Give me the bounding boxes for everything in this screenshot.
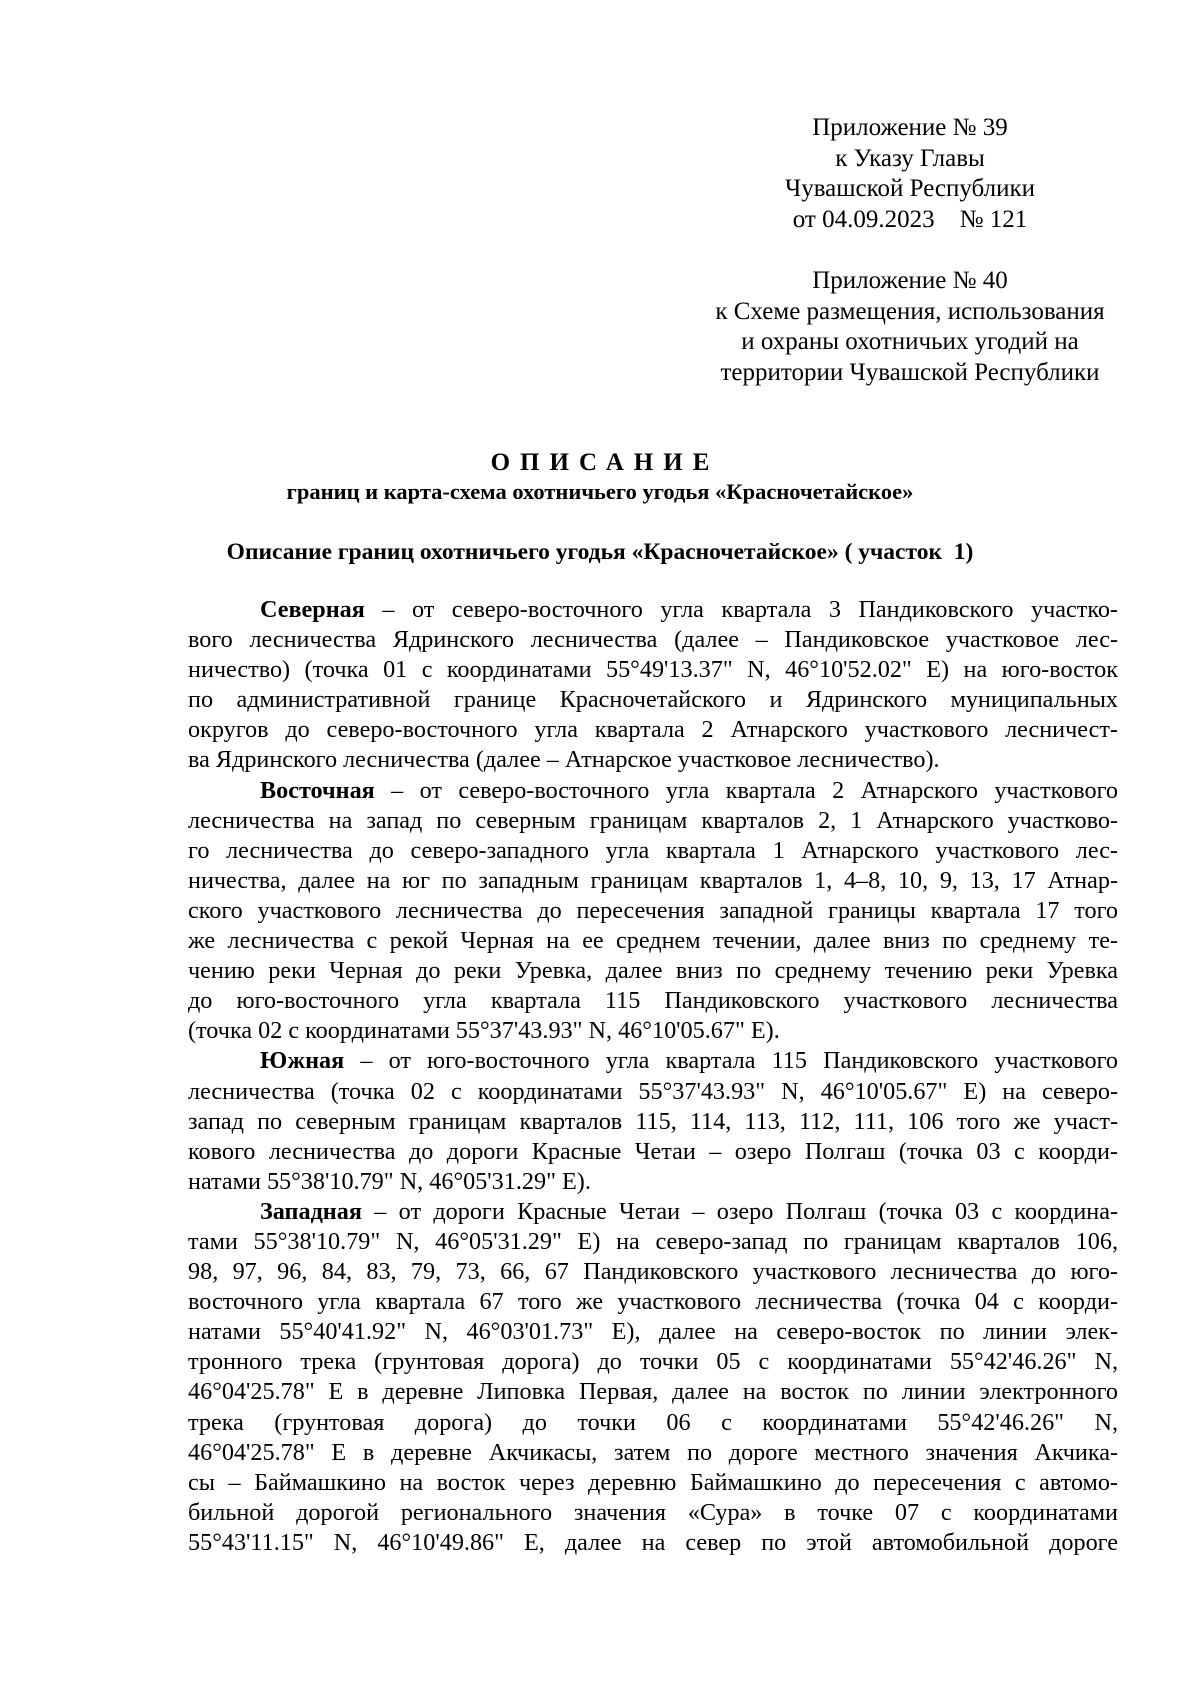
text-line: 55°43'11.15" N, 46°10'49.86" E, далее на север по этой автомобильной дороге [188, 1528, 1118, 1556]
annex-line: к Схеме размещения, использования [715, 297, 1105, 325]
text-line: тами 55°38'10.79" N, 46°05'31.29" E) на северо-запад по границам кварталов 106, [188, 1227, 1118, 1255]
text-line: вого лесничества Ядринского лесничества (далее – Пандиковское участковое лес- [188, 626, 1118, 654]
text-line [188, 776, 1118, 806]
boundary-text: – от дороги Красные Четаи – озеро Полгаш (точка 03 с координа- [361, 1197, 1118, 1225]
boundary-text: – от северо-восточного угла квартала 2 Атнарского участкового [374, 776, 1118, 804]
annex-line: территории Чувашской Республики [720, 358, 1100, 386]
text-line: 46°04'25.78" E в деревне Липовка Первая, далее на восток по линии электронного [188, 1378, 1118, 1406]
annex-line: Чувашской Республики [784, 175, 1036, 202]
text-line [188, 595, 1118, 625]
paragraph-south [188, 1046, 1118, 1196]
annex-block-scheme [660, 266, 1160, 388]
boundary-term: Западная [260, 1197, 362, 1225]
text-line: го лесничества до северо-западного угла квартала 1 Атнарского участкового лес- [188, 836, 1118, 864]
text-line: натами 55°38'10.79" N, 46°05'31.29" E). [188, 1167, 591, 1195]
text-line: лесничества на запад по северным границам кварталов 2, 1 Атнарского участково- [188, 806, 1118, 834]
text-line: чению реки Черная до реки Уревка, далее вниз по среднему течению реки Уревка [188, 957, 1118, 985]
paragraph-east [188, 776, 1118, 1047]
text-line: 98, 97, 96, 84, 83, 79, 73, 66, 67 Пандиковского участкового лесничества до юго- [188, 1258, 1118, 1286]
boundary-term: Восточная [260, 776, 375, 804]
text-line: (точка 02 с координатами 55°37'43.93" N, 46°10'05.67" E). [188, 1017, 780, 1045]
boundary-description [188, 595, 1118, 1558]
annex-line: Приложение № 39 [812, 114, 1008, 141]
boundary-term: Южная [260, 1047, 345, 1075]
annex-line: и охраны охотничьих угодий на [741, 328, 1079, 355]
text-line: до юго-восточного угла квартала 115 Пандиковского участкового лесничества [188, 987, 1118, 1015]
annex-line: к Указу Главы [835, 144, 985, 172]
text-line: по административной границе Красночетайского и Ядринского муниципальных [188, 686, 1118, 714]
boundary-text: – от юго-восточного угла квартала 115 Пандиковского участкового [344, 1047, 1118, 1075]
text-line: натами 55°40'41.92" N, 46°03'01.73" E), далее на северо-восток по линии элек- [188, 1318, 1118, 1346]
annex-line: Приложение № 40 [812, 267, 1008, 294]
annex-block-decree [660, 113, 1160, 235]
paragraph-west [188, 1197, 1118, 1558]
document-subtitle: границ и карта-схема охотничьего угодья «Красночетайское» [286, 479, 914, 504]
text-line: тронного трека (грунтовая дорога) до точки 05 с координатами 55°42'46.26" N, [188, 1348, 1118, 1376]
section-title: Описание границ охотничьего угодья «Красночетайское» ( участок 1) [226, 539, 974, 565]
annex-line: от 04.09.2023 № 121 [792, 205, 1028, 233]
text-line [188, 1046, 1118, 1076]
text-line: трека (грунтовая дорога) до точки 06 с координатами 55°42'46.26" N, [188, 1408, 1118, 1436]
boundary-term: Северная [260, 596, 365, 623]
text-line: округов до северо-восточного угла квартала 2 Атнарского участкового лесничест- [188, 716, 1118, 744]
text-line: ского участкового лесничества до пересечения западной границы квартала 17 того [188, 896, 1118, 924]
text-line: восточного угла квартала 67 того же участкового лесничества (точка 04 с коорди- [188, 1288, 1118, 1316]
document-title: ОПИСАНИЕ [490, 449, 720, 476]
paragraph-north [188, 595, 1118, 776]
text-line: ничество) (точка 01 с координатами 55°49'13.37" N, 46°10'52.02" E) на юго-восток [188, 656, 1118, 684]
text-line [188, 1197, 1118, 1227]
text-line: же лесничества с рекой Черная на ее среднем течении, далее вниз по среднему те- [188, 927, 1118, 955]
text-line: ва Ядринского лесничества (далее – Атнарское участковое лесничество). [188, 746, 940, 774]
text-line: кового лесничества до дороги Красные Четаи – озеро Полгаш (точка 03 с коорди- [188, 1137, 1118, 1165]
text-line: 46°04'25.78" E в деревне Акчикасы, затем по дороге местного значения Акчика- [188, 1438, 1118, 1466]
text-line: ничества, далее на юг по западным границам кварталов 1, 4–8, 10, 9, 13, 17 Атнар- [188, 866, 1118, 894]
text-line: запад по северным границам кварталов 115, 114, 113, 112, 111, 106 того же участ- [188, 1107, 1118, 1135]
text-line: сы – Баймашкино на восток через деревню Баймашкино до пересечения с автомо- [188, 1468, 1118, 1496]
boundary-text: – от северо-восточного угла квартала 3 Пандиковского участко- [364, 596, 1118, 623]
text-line: бильной дорогой регионального значения «Сура» в точке 07 с координатами [188, 1498, 1118, 1526]
text-line: лесничества (точка 02 с координатами 55°37'43.93" N, 46°10'05.67" E) на северо- [188, 1077, 1118, 1105]
